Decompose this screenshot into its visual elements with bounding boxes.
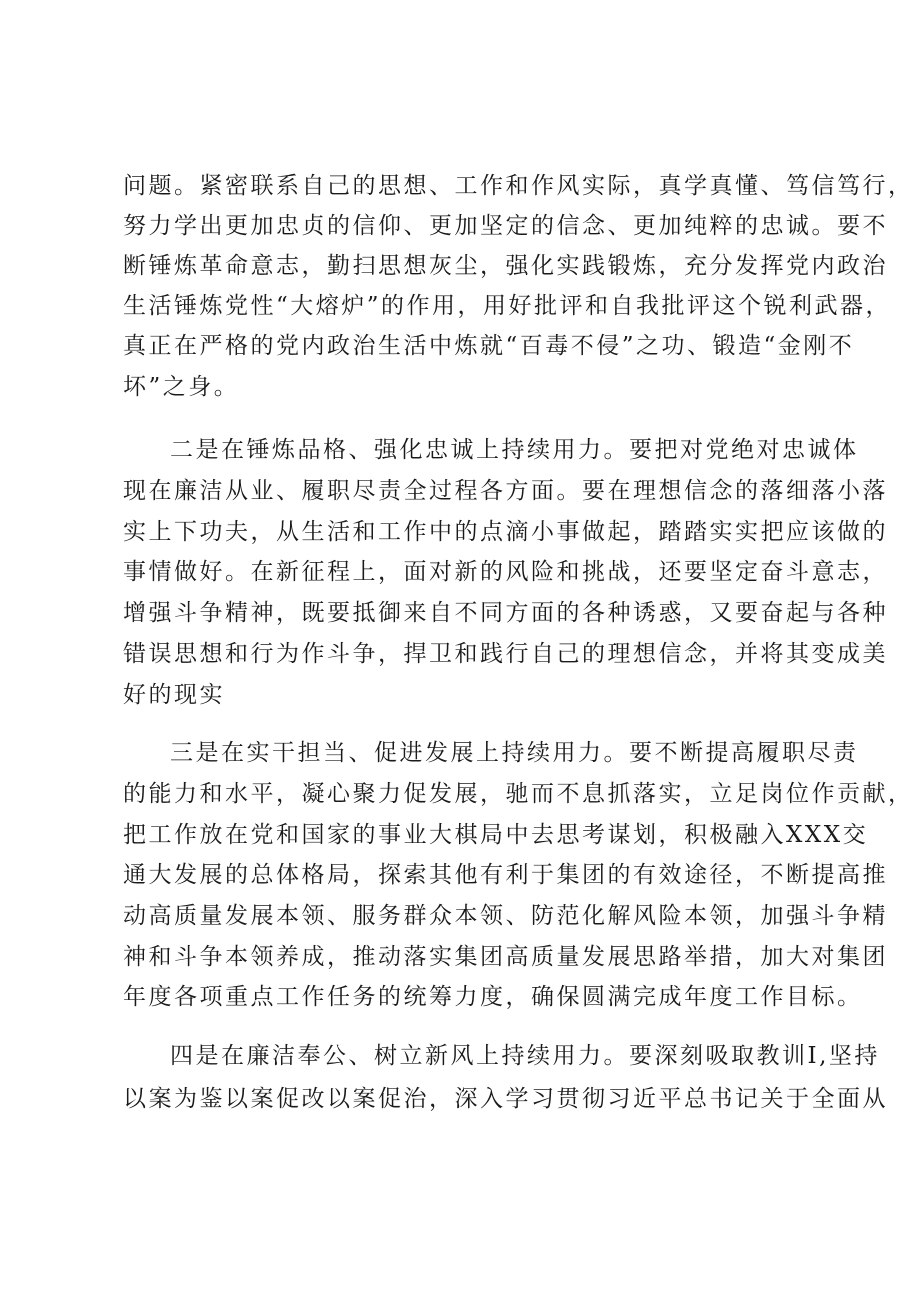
text-line: 事情做好。在新征程上，面对新的风险和挑战，还要坚定奋斗意志，: [123, 559, 888, 585]
text-line: 现在廉洁从业、履职尽责全过程各方面。要在理想信念的落细落小落: [123, 478, 888, 504]
text-line: 问题。紧密联系自己的思想、工作和作风实际，真学真懂、笃信笃行，: [123, 173, 914, 199]
text-line: 好的现实: [123, 682, 225, 708]
text-line: 把工作放在党和国家的事业大棋局中去思考谋划，积极融入XXX交: [123, 822, 869, 848]
text-line: 实上下功夫，从生活和工作中的点滴小事做起，踏踏实实把应该做的: [123, 519, 888, 545]
paragraph-first-line: 三是在实干担当、促进发展上持续用力。要不断提高履职尽责: [170, 740, 859, 766]
text-line: 坏”之身。: [123, 374, 240, 400]
text-line: 增强斗争精神，既要抵御来自不同方面的各种诱惑，又要奋起与各种: [123, 600, 888, 626]
text-line: 努力学出更加忠贞的信仰、更加坚定的信念、更加纯粹的忠诚。要不: [123, 213, 888, 239]
text-line: 动高质量发展本领、服务群众本领、防范化解风险本领，加强斗争精: [123, 903, 888, 929]
text-line: 的能力和水平，凝心聚力促发展，驰而不息抓落实，立足岗位作贡献，: [123, 781, 914, 807]
text-line: 神和斗争本领养成，推动落实集团高质量发展思路举措，加大对集团: [123, 944, 888, 970]
text-line: 以案为鉴以案促改以案促治，深入学习贯彻习近平总书记关于全面从: [123, 1086, 888, 1112]
paragraph-first-line: 四是在廉洁奉公、树立新风上持续用力。要深刻吸取教训I,坚持: [170, 1043, 880, 1069]
text-line: 年度各项重点工作任务的统筹力度，确保圆满完成年度工作目标。: [123, 984, 863, 1010]
text-line: 错误思想和行为作斗争，捍卫和践行自己的理想信念，并将其变成美: [123, 641, 888, 667]
text-line: 通大发展的总体格局，探索其他有利于集团的有效途径，不断提高推: [123, 862, 888, 888]
text-line: 生活锤炼党性“大熔炉”的作用，用好批评和自我批评这个锐利武器，: [123, 293, 892, 319]
text-line: 真正在严格的党内政治生活中炼就“百毒不侵”之功、锻造“金刚不: [123, 333, 855, 359]
paragraph-first-line: 二是在锤炼品格、强化忠诚上持续用力。要把对党绝对忠诚体: [170, 437, 859, 463]
text-line: 断锤炼革命意志，勤扫思想灰尘，强化实践锻炼，充分发挥党内政治: [123, 253, 888, 279]
